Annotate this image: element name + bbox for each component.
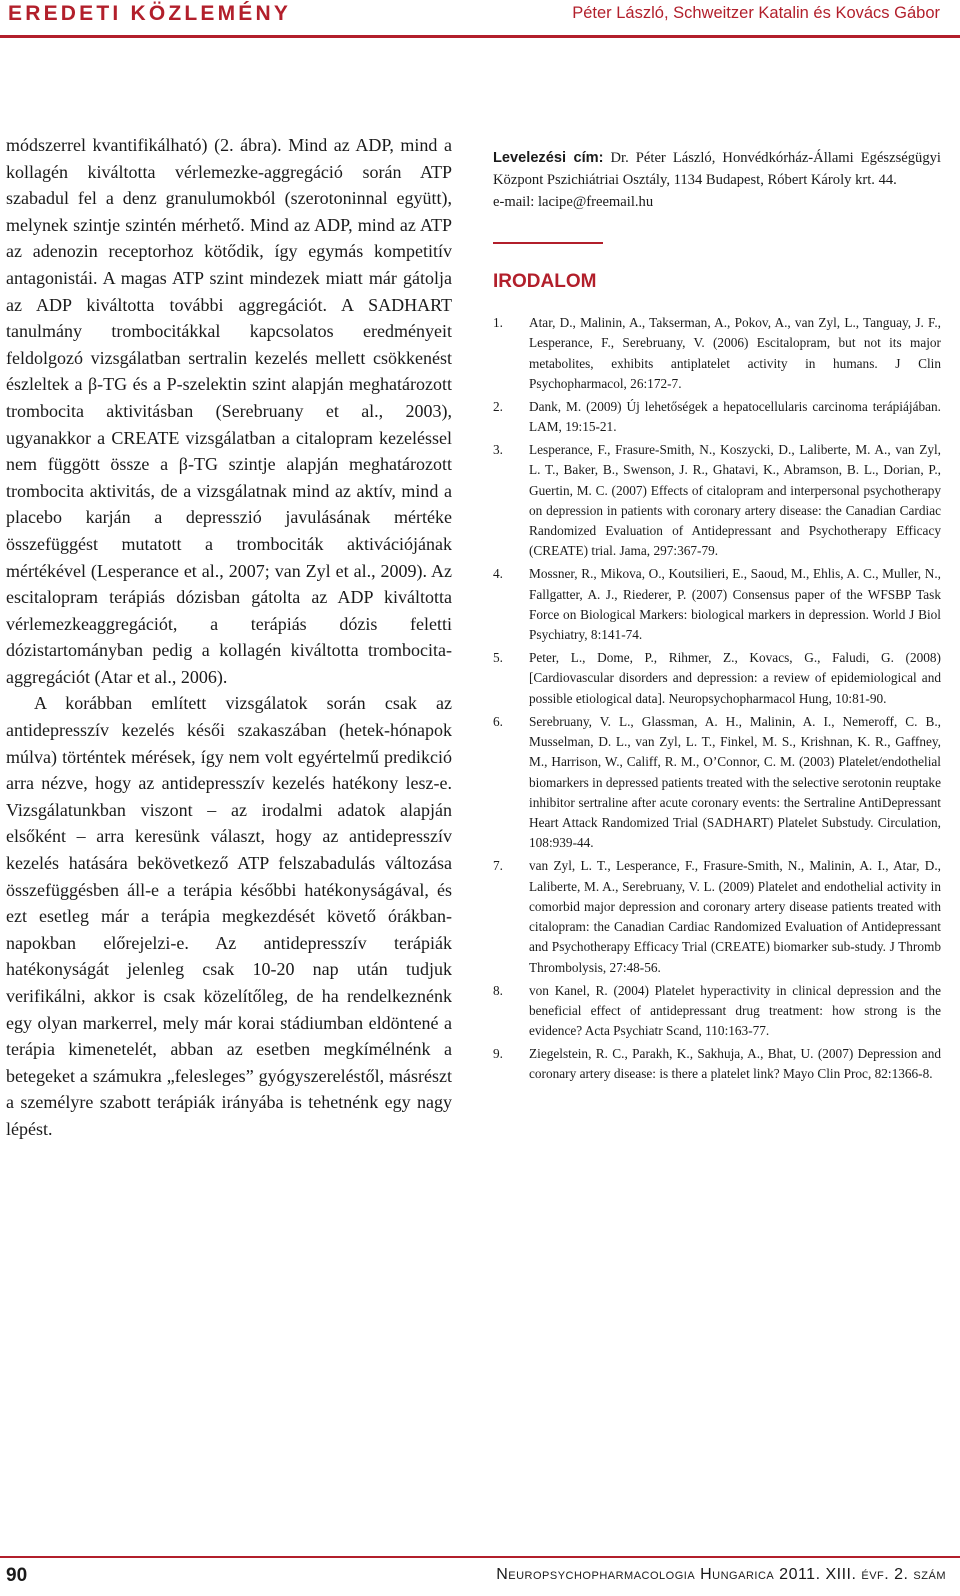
reference-number: 4. — [493, 566, 503, 582]
references-divider — [493, 242, 603, 244]
header-divider — [0, 35, 960, 38]
journal-footer: Neuropsychopharmacologia Hungarica 2011. XIII. évf. 2. szám — [496, 1566, 946, 1583]
reference-text: Dank, M. (2009) Új lehetőségek a hepatocellularis carcinoma terápiájában. LAM, 19:15-21. — [529, 398, 941, 435]
reference-item — [493, 564, 941, 645]
header-authors: Péter László, Schweitzer Katalin és Kovács Gábor — [572, 4, 940, 22]
contact-label: Levelezési cím: — [493, 150, 604, 166]
reference-item — [493, 313, 941, 394]
reference-number: 6. — [493, 713, 503, 729]
references-title: IRODALOM — [493, 271, 597, 292]
reference-number: 3. — [493, 441, 503, 457]
body-column — [6, 132, 452, 1143]
reference-text: Peter, L., Dome, P., Rihmer, Z., Kovacs, G., Faludi, G. (2008) [Cardiovascular disorders and depression: a review of epidemiological and possible etiological data]. Neuropsychopharmacol Hung, 10:81-90. — [529, 650, 941, 706]
reference-number: 5. — [493, 650, 503, 666]
reference-number: 9. — [493, 1046, 503, 1062]
reference-number: 2. — [493, 398, 503, 414]
contact-block — [493, 147, 941, 213]
contact-email: e-mail: lacipe@freemail.hu — [493, 194, 654, 210]
reference-text: von Kanel, R. (2004) Platelet hyperactivity in clinical depression and the beneficial effect of antidepressant drug treatment: how strong is the evidence? Acta Psychiatr Scand, 110:163-77. — [529, 982, 941, 1039]
reference-text: van Zyl, L. T., Lesperance, F., Frasure-Smith, N., Malinin, A. I., Atar, D., Laliberte, M. A., Serebruany, V. L. (2009) Platelet and endothelial activity in comorbid major depression and coronary artery disease patients treated with citalopram: the Canadian Cardiac Randomized Evaluation of Antidepressant and Psychotherapy Efficacy Trial (CREATE) biomarker sub-study. J Thromb Thrombolysis, 27:48-56. — [529, 858, 941, 975]
right-column — [493, 147, 941, 1087]
page-number: 90 — [6, 1565, 28, 1586]
body-paragraph-2: A korábban említett vizsgálatok során csak az antidepresszív kezelés késői szakaszában (hetek-hónapok múlva) történtek mérések, így nem volt egyértelmű predikció arra nézve, hogy az antidepresszív kezelés hatékony lesz-e. Vizsgálatunkban viszont – az irodalmi adatok alapján elsőként – arra keresünk választ, hogy az antidepresszív kezelés hatására bekövetkező ATP felszabadulás változása összefüggésben áll-e a terápia későbbi hatékonyságával, és ezt esetleg már a terápia megkezdését követő órákban-napokban előrejelzi-e. Az antidepresszív terápiák hatékonyságát jelenleg csak 10-20 nap után tudjuk verifikálni, akkor is csak közelítőleg, de ha rendelkeznénk egy olyan markerrel, mely már korai stádiumban eldöntené a terápia kimenetelét, abban az esetben megkímélnénk a betegeket a számukra „felesleges” gyógyszereléstől, másrészt a személyre szabott terápiák irányába is tehetnénk egy nagy lépést. — [6, 693, 452, 1139]
reference-number: 8. — [493, 982, 503, 998]
body-paragraph-1: módszerrel kvantifikálható) (2. ábra). Mind az ADP, mind a kollagén kiváltotta vérlemezke-aggregáció során ATP szabadul fel a denz granulumokból (szerotoninnal együtt), melynek szintje szintén mérhető. Mind az ADP, mind az ATP az adenozin receptorhoz kötődik, így egymás kompetitív antagonistái. A magas ATP szint mindezek miatt már gátolja az ADP kiváltotta további aggregációt. A SADHART tanulmány trombocitákkal kapcsolatos eredményeit feldolgozó vizsgálatban sertralin kezelés mellett csökkenést észleltek a β-TG és a P-szelektin szint alapján meghatározott trombocita aktivitásban (Serebruany et al., 2003), ugyanakkor a CREATE vizsgálatban a citalopram kezeléssel nem függött össze a β-TG szintje alapján meghatározott trombocita aktivitás, de a vizsgálatnak mind az aktív, mind a placebo karján a depresszió javulásának mértéke összefüggést mutatott a trombociták aktivációjának mértékével (Lesperance et al., 2007; van Zyl et al., 2009). Az escitalopram terápiás dózisban gátolta az ADP kiváltotta vérlemezkeaggregációt, a terápiás dózis feletti dózistartományban pedig a kollagén kiváltotta trombocita-aggregációt (Atar et al., 2006). — [6, 135, 452, 687]
page-header — [0, 0, 960, 44]
reference-text: Atar, D., Malinin, A., Takserman, A., Pokov, A., van Zyl, L., Tanguay, J. F., Lesperance, F., Serebruany, V. (2006) Escitalopram, but not its major metabolites, exhibits antiplatelet activity in humans. J Clin Psychopharmacol, 26:172-7. — [529, 315, 941, 391]
references-list — [493, 313, 941, 1085]
section-label: EREDETI KÖZLEMÉNY — [8, 2, 292, 25]
reference-item — [493, 856, 941, 978]
reference-item — [493, 712, 941, 854]
reference-item — [493, 440, 941, 562]
reference-item — [493, 1044, 941, 1085]
reference-text: Mossner, R., Mikova, O., Koutsilieri, E., Saoud, M., Ehlis, A. C., Muller, N., Fallgatter, A. J., Riederer, P. (2007) Consensus paper of the WFSBP Task Force on Biological Markers: biological markers in depression. World J Biol Psychiatry, 8:141-74. — [529, 566, 941, 643]
reference-number: 1. — [493, 315, 503, 330]
reference-item — [493, 648, 941, 709]
reference-item — [493, 397, 941, 438]
reference-number: 7. — [493, 858, 503, 874]
footer-divider — [0, 1556, 960, 1558]
reference-text: Ziegelstein, R. C., Parakh, K., Sakhuja, A., Bhat, U. (2007) Depression and coronary artery disease: is there a platelet link? Mayo Clin Proc, 82:1366-8. — [529, 1046, 941, 1082]
reference-text: Serebruany, V. L., Glassman, A. H., Malinin, A. I., Nemeroff, C. B., Musselman, D. L., van Zyl, L. T., Finkel, M. S., Krishnan, K. R., Gaffney, M., Harrison, W., Califf, R. M., O’Connor, C. M. (2003) Platelet/endothelial biomarkers in depressed patients treated with the selective serotonin reuptake inhibitor sertraline after acute coronary events: the Sertraline AntiDepressant Heart Attack Randomized Trial (SADHART) Platelet Substudy. Circulation, 108:939-44. — [529, 713, 941, 851]
reference-item — [493, 981, 941, 1042]
reference-text: Lesperance, F., Frasure-Smith, N., Koszycki, D., Laliberte, M. A., van Zyl, L. T., Baker, B., Swenson, J. R., Ghatavi, K., Abramson, B. L., Dorian, P., Guertin, M. C. (2007) Effects of citalopram and interpersonal psychotherapy on depression in patients with coronary artery disease: the Canadian Cardiac Randomized Evaluation of Antidepressant and Psychotherapy Efficacy (CREATE) trial. Jama, 297:367-79. — [529, 441, 941, 559]
contact-address: Dr. Péter László, Honvédkórház-Állami Egészségügyi Központ Pszichiátriai Osztály, 1134 Budapest, Róbert Károly krt. 44. — [493, 150, 941, 188]
